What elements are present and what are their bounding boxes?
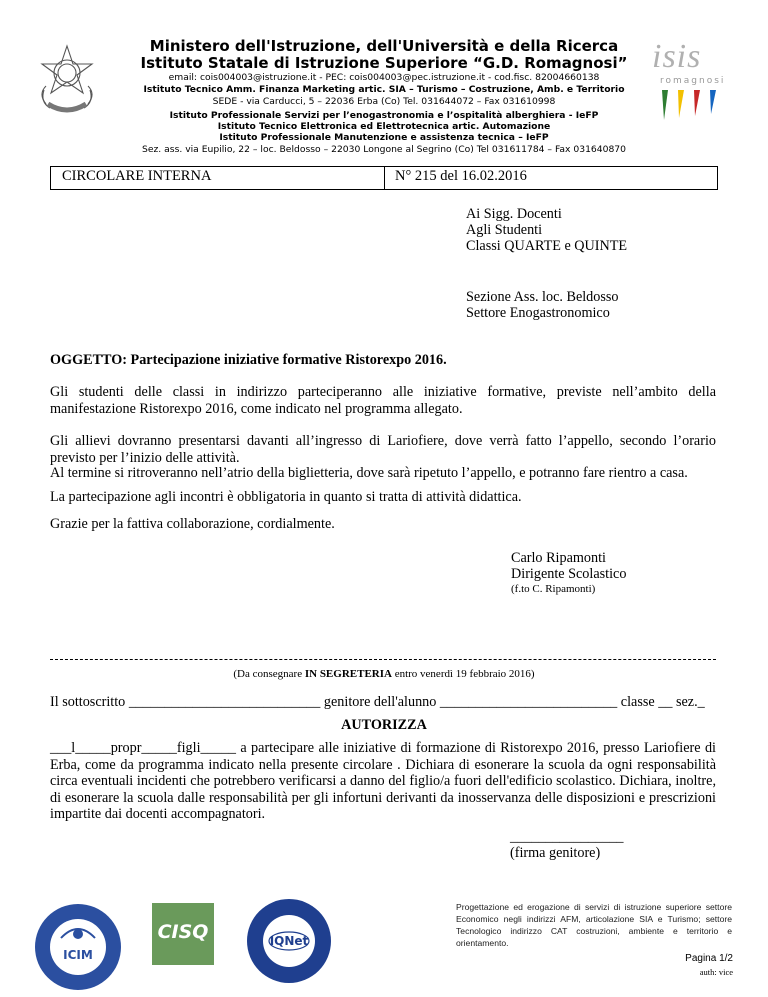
cisq-label: CISQ (157, 921, 209, 943)
professionale2-line: Istituto Professionale Manutenzione e assistenza tecnica – IeFP (219, 132, 549, 143)
cisq-logo (152, 903, 214, 965)
ministry-title: Ministero dell'Istruzione, dell'Università e della Ricerca (149, 37, 619, 55)
isis-logo-text: isis (652, 38, 702, 75)
sezione-line: Sez. ass. via Eupilio, 22 – loc. Beldosso – 22030 Longone al Segrino (Co) Tel 031611784 – Fax 031640870 (142, 144, 626, 155)
signature-role: Dirigente Scolastico (511, 566, 627, 582)
tecnico-line: Istituto Tecnico Amm. Finanza Marketing artic. SIA – Turismo – Costruzione, Amb. e Territorio (143, 84, 625, 95)
icim-certification-logo (33, 902, 123, 992)
page-number: Pagina 1/2 (685, 953, 733, 964)
isis-romagnosi-logo (648, 38, 728, 122)
isis-logo-sub: romagnosi (660, 76, 726, 86)
recipient-2: Agli Studenti (466, 222, 543, 238)
paragraph-4: Grazie per la fattiva collaborazione, cordialmente. (50, 516, 335, 532)
iqnet-label: IQNet (269, 934, 309, 948)
paragraph-2b: Al termine si ritroveranno nell’atrio della biglietteria, dove sarà ripetuto l’appello, e potranno fare rientro a casa. (50, 465, 688, 481)
contacts-line: email: cois004003@istruzione.it - PEC: cois004003@pec.istruzione.it - cod.fisc. 82004660138 (168, 72, 600, 83)
firma-label: (firma genitore) (510, 845, 601, 861)
professionale-line: Istituto Professionale Servizi per l’enogastronomia e l’ospitalità alberghiera - IeFP (169, 110, 599, 121)
iqnet-logo (244, 896, 334, 986)
certification-text: Progettazione ed erogazione di servizi di istruzione superiore settore Economico negli indirizzi AFM, articolazione SIA e Turismo; settore Tecnologico indirizzo CAT costruzioni, ambiente e territorio e orientamento. (456, 902, 732, 948)
cut-line (50, 659, 716, 660)
icim-label: ICIM (63, 948, 93, 962)
consegna-note: (Da consegnare IN SEGRETERIA entro venerdì 19 febbraio 2016) (233, 668, 535, 680)
paragraph-1: Gli studenti delle classi in indirizzo parteciperanno alle iniziative formative, previste nell’ambito della manifestazione Ristorexpo 2016, come indicato nel programma allegato. (50, 384, 716, 417)
circolare-label: CIRCOLARE INTERNA (62, 168, 212, 184)
signature-note: (f.to C. Ripamonti) (511, 583, 596, 595)
sede-line: SEDE - via Carducci, 5 – 22036 Erba (Co) Tel. 031644072 – Fax 031610998 (212, 96, 556, 107)
circolare-number: N° 215 del 16.02.2016 (395, 168, 527, 184)
auth-note: auth: vice (699, 967, 733, 977)
autorizza-heading: AUTORIZZA (341, 717, 427, 733)
tecnico-elettro-line: Istituto Tecnico Elettronica ed Elettrotecnica artic. Automazione (217, 121, 551, 132)
school-title: Istituto Statale di Istruzione Superiore “G.D. Romagnosi” (140, 54, 628, 72)
signature-name: Carlo Ripamonti (511, 550, 606, 566)
recipient-1: Ai Sigg. Docenti (466, 206, 562, 222)
section-1: Sezione Ass. loc. Beldosso (466, 289, 619, 305)
firma-line: ________________ (510, 829, 624, 845)
oggetto: OGGETTO: Partecipazione iniziative formative Ristorexpo 2016. (50, 352, 447, 368)
autorizza-body: ___l_____propr_____figli_____ a partecipare alle iniziative di formazione di Ristorexpo 2016, presso Lariofiere di Erba, come da programma indicato nella presente circolare . Dichiara di esonerare la scuola da ogni responsabilità circa eventuali incidenti che potrebbero verificarsi a danno del figlio/a fuori dell'edificio scolastico. Dichiara, inoltre, di esonerare la scuola dalle responsabilità per gli infortuni derivanti da inosservanza delle disposizioni e prescrizioni impartite dai docenti accompagnatori. (50, 740, 716, 822)
section-2: Settore Enogastronomico (466, 305, 610, 321)
sottoscritto-line: Il sottoscritto ___________________________ genitore dell'alunno _________________________ classe __ sez._ (50, 694, 705, 710)
paragraph-2a: Gli allievi dovranno presentarsi davanti all’ingresso di Lariofiere, dove verrà fatto l’appello, secondo l’orario previsto per l’inizio delle attività. (50, 433, 716, 466)
recipient-3: Classi QUARTE e QUINTE (466, 238, 628, 254)
paragraph-3: La partecipazione agli incontri è obbligatoria in quanto si tratta di attività didattica. (50, 489, 522, 505)
